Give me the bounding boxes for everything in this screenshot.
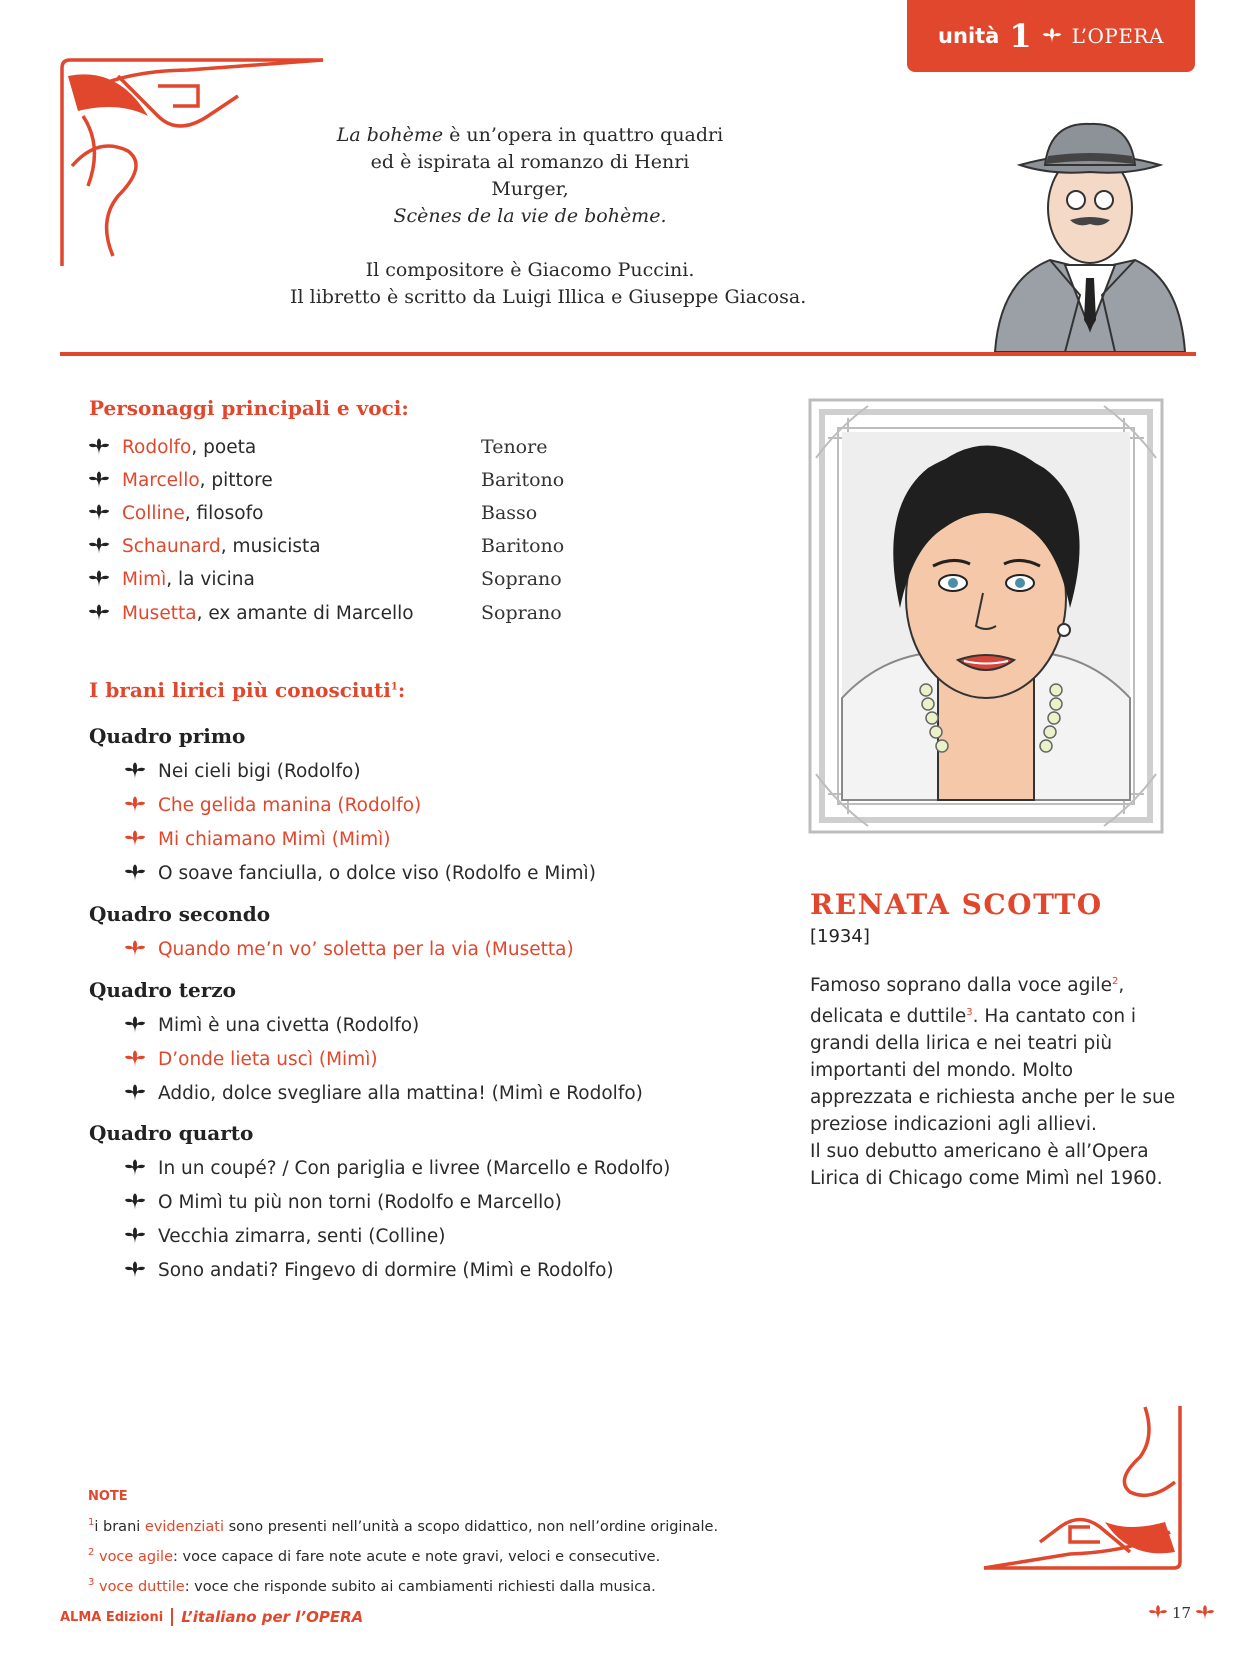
leaf-icon — [124, 796, 146, 815]
ornament-corner-top-left — [58, 56, 328, 276]
aria-text: Nei cieli bigi (Rodolfo) — [158, 760, 361, 782]
footnote-1 — [88, 1510, 718, 1540]
intro-line-3 — [330, 203, 730, 230]
quadro-title: Quadro terzo — [89, 978, 236, 1002]
footnote-2 — [88, 1540, 718, 1570]
header-rule — [60, 352, 1196, 356]
aria-text: In un coupé? / Con pariglia e livree (Marcello e Rodolfo) — [158, 1157, 671, 1179]
leaf-icon — [124, 1227, 146, 1246]
page-number: 17 — [1172, 1604, 1192, 1622]
cast-row — [88, 598, 562, 628]
footnote-highlight: evidenziati — [144, 1518, 224, 1535]
unit-word: unità — [938, 24, 1000, 48]
intro-text — [290, 122, 807, 311]
leaf-icon — [88, 604, 110, 623]
aria-item — [124, 756, 361, 786]
aria-item-highlighted — [124, 934, 574, 964]
leaf-icon — [124, 1050, 146, 1069]
footnote-ref: 3 — [966, 1007, 973, 1019]
unit-number: 1 — [1009, 17, 1032, 55]
intro-line-4: Il compositore è Giacomo Puccini. — [365, 259, 695, 281]
character-name: Rodolfo — [122, 436, 192, 458]
singer-bio — [810, 968, 1180, 1192]
cast-row — [88, 432, 548, 462]
leaf-icon — [124, 830, 146, 849]
footnote-number: 3 — [88, 1576, 95, 1588]
aria-item — [124, 858, 596, 888]
footer-publisher — [60, 1608, 363, 1626]
ornament-corner-bottom-right — [980, 1402, 1190, 1572]
intro-line-1-rest: è un’opera in quattro quadri — [443, 124, 724, 146]
leaf-icon — [124, 940, 146, 959]
footnote-text: : voce che risponde subito ai cambiamenti richiesti dalla musica. — [184, 1578, 656, 1595]
leaf-icon — [124, 864, 146, 883]
quadro-title: Quadro secondo — [89, 902, 271, 926]
footnote-number: 2 — [88, 1546, 95, 1558]
aria-text: Mimì è una civetta (Rodolfo) — [158, 1014, 420, 1036]
bio-text: Il suo debutto americano è all’Opera Lirica di Chicago come Mimì nel 1960. — [810, 1141, 1163, 1190]
cast-row — [88, 465, 565, 495]
publisher-name: ALMA Edizioni — [60, 1609, 164, 1625]
arias-title — [89, 678, 405, 702]
bio-text: . Ha cantato con i grandi della lirica e nei teatri più importanti del mondo. Molto apprezzata e richiesta anche per le sue preziose indicazioni agli allievi. — [810, 1006, 1176, 1136]
leaf-icon — [88, 438, 110, 457]
aria-item-highlighted — [124, 1044, 378, 1074]
singer-year: [1934] — [810, 926, 870, 947]
footnotes — [88, 1484, 718, 1599]
character-role: , la vicina — [166, 568, 255, 590]
character-role: , ex amante di Marcello — [196, 602, 414, 624]
arias-title-text: I brani lirici più conosciuti — [89, 678, 391, 702]
footnote-text: : voce capace di fare note acute e note gravi, veloci e consecutive. — [173, 1548, 661, 1565]
character-role: , filosofo — [184, 502, 264, 524]
bio-text: delicata e duttile — [810, 1006, 967, 1028]
footnote-ref: 1 — [390, 681, 398, 693]
voice-type: Soprano — [481, 602, 562, 624]
leaf-icon — [88, 504, 110, 523]
page-number-group — [1148, 1604, 1215, 1622]
leaf-icon — [88, 471, 110, 490]
leaf-icon — [124, 1084, 146, 1103]
aria-text: Mi chiamano Mimì (Mimì) — [158, 828, 391, 850]
unit-header-tab — [907, 0, 1195, 72]
series-title: L’italiano per l’OPERA — [181, 1608, 364, 1626]
leaf-icon — [1195, 1605, 1215, 1622]
aria-text: Vecchia zimarra, senti (Colline) — [158, 1225, 446, 1247]
aria-text: O Mimì tu più non torni (Rodolfo e Marcello) — [158, 1191, 562, 1213]
footnote-ref: 2 — [1112, 976, 1119, 987]
aria-text: Addio, dolce svegliare alla mattina! (Mimì e Rodolfo) — [158, 1082, 643, 1104]
footer-divider — [171, 1608, 173, 1626]
aria-item-highlighted — [124, 790, 421, 820]
character-name: Schaunard — [122, 535, 221, 557]
leaf-icon — [88, 570, 110, 589]
voice-type: Soprano — [481, 568, 562, 590]
aria-text: Quando me’n vo’ soletta per la via (Musetta) — [158, 938, 574, 960]
footnote-text: i brani — [94, 1518, 145, 1535]
leaf-icon — [124, 762, 146, 781]
quadro-title: Quadro quarto — [89, 1121, 254, 1145]
character-name: Mimì — [122, 568, 167, 590]
footnote-highlight: voce duttile — [98, 1578, 185, 1595]
footnote-highlight: voce agile — [98, 1548, 174, 1565]
renata-scotto-portrait — [808, 398, 1164, 834]
cast-row — [88, 564, 562, 594]
aria-item — [124, 1221, 445, 1251]
character-name: Colline — [122, 502, 185, 524]
aria-item — [124, 1255, 614, 1285]
aria-item-highlighted — [124, 824, 390, 854]
bio-text: , — [1118, 975, 1125, 997]
cast-title: Personaggi principali e voci: — [89, 396, 409, 420]
footnote-3 — [88, 1570, 718, 1600]
cast-row — [88, 531, 565, 561]
character-name: Marcello — [122, 469, 200, 491]
leaf-icon — [88, 537, 110, 556]
aria-item — [124, 1187, 562, 1217]
aria-item — [124, 1078, 643, 1108]
opera-title: La bohème — [336, 124, 444, 146]
arias-title-colon: : — [397, 678, 406, 702]
unit-title: L’OPERA — [1071, 24, 1164, 48]
bio-text: Famoso soprano dalla voce agile — [810, 975, 1113, 997]
leaf-icon — [1042, 28, 1062, 45]
aria-text: Che gelida manina (Rodolfo) — [158, 794, 422, 816]
quadro-title: Quadro primo — [89, 724, 246, 748]
intro-line-5: Il libretto è scritto da Luigi Illica e Giuseppe Giacosa. — [290, 286, 807, 308]
character-role: , pittore — [199, 469, 273, 491]
aria-item — [124, 1153, 670, 1183]
leaf-icon — [1148, 1605, 1168, 1622]
aria-text: Sono andati? Fingevo di dormire (Mimì e Rodolfo) — [158, 1259, 614, 1281]
puccini-illustration — [990, 120, 1190, 352]
voice-type: Basso — [481, 502, 538, 524]
character-role: , poeta — [191, 436, 257, 458]
novel-title: Scènes de la vie de bohème. — [393, 205, 667, 227]
leaf-icon — [124, 1159, 146, 1178]
footnote-text: sono presenti nell’unità a scopo didattico, non nell’ordine originale. — [224, 1518, 719, 1535]
voice-type: Tenore — [481, 436, 548, 458]
aria-item — [124, 1010, 419, 1040]
voice-type: Baritono — [481, 535, 565, 557]
aria-text: O soave fanciulla, o dolce viso (Rodolfo e Mimì) — [158, 862, 596, 884]
cast-row — [88, 498, 538, 528]
voice-type: Baritono — [481, 469, 565, 491]
intro-line-1 — [330, 122, 730, 149]
leaf-icon — [124, 1261, 146, 1280]
leaf-icon — [124, 1016, 146, 1035]
leaf-icon — [124, 1193, 146, 1212]
notes-heading: NOTE — [88, 1489, 128, 1504]
singer-name: RENATA SCOTTO — [810, 888, 1103, 921]
footnote-number: 1 — [88, 1517, 95, 1528]
aria-text: D’onde lieta uscì (Mimì) — [158, 1048, 378, 1070]
character-role: , musicista — [220, 535, 321, 557]
intro-line-2: ed è ispirata al romanzo di Henri Murger, — [370, 151, 690, 200]
character-name: Musetta — [122, 602, 197, 624]
